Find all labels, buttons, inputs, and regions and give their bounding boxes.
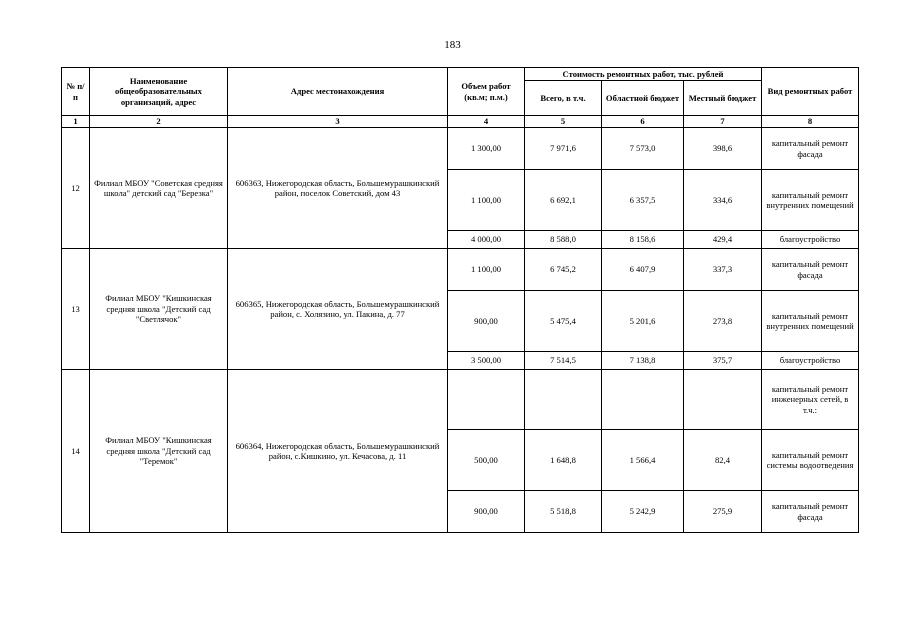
header-regional: Областной бюджет <box>602 81 684 116</box>
cost-total: 1 648,8 <box>525 430 602 491</box>
cost-regional: 8 158,6 <box>602 231 684 249</box>
row-number: 13 <box>62 249 90 370</box>
column-number: 8 <box>762 116 859 128</box>
work-volume: 900,00 <box>448 491 525 533</box>
table-row <box>62 249 859 291</box>
organization-address: 606365, Нижегородская область, Большемурашкинский район, с. Холязино, ул. Пакина, д. 77 <box>228 249 448 370</box>
cost-local <box>684 370 762 430</box>
cost-local: 337,3 <box>684 249 762 291</box>
organization-name: Филиал МБОУ "Кишкинская средняя школа "Детский сад "Теремок" <box>90 370 228 533</box>
organization-name: Филиал МБОУ "Кишкинская средняя школа "Детский сад "Светлячок" <box>90 249 228 370</box>
cost-total: 7 514,5 <box>525 352 602 370</box>
column-number: 1 <box>62 116 90 128</box>
work-type: капитальный ремонт инженерных сетей, в т.ч.: <box>762 370 859 430</box>
cost-local: 429,4 <box>684 231 762 249</box>
organization-name: Филиал МБОУ "Советская средняя школа" детский сад "Березка" <box>90 128 228 249</box>
column-number: 7 <box>684 116 762 128</box>
work-type: благоустройство <box>762 231 859 249</box>
work-volume <box>448 370 525 430</box>
cost-local: 334,6 <box>684 170 762 231</box>
cost-regional: 1 566,4 <box>602 430 684 491</box>
cost-total: 6 745,2 <box>525 249 602 291</box>
header-name: Наименование общеобразовательных организаций, адрес <box>90 68 228 116</box>
header-num: № п/п <box>62 68 90 116</box>
column-number: 4 <box>448 116 525 128</box>
organization-address: 606363, Нижегородская область, Большемурашкинский район, поселок Советский, дом 43 <box>228 128 448 249</box>
cost-regional: 5 201,6 <box>602 291 684 352</box>
header-work-type: Вид ремонтных работ <box>762 68 859 116</box>
cost-regional: 7 138,8 <box>602 352 684 370</box>
work-type: капитальный ремонт фасада <box>762 128 859 170</box>
header-volume: Объем работ (кв.м; п.м.) <box>448 68 525 116</box>
column-number: 2 <box>90 116 228 128</box>
organization-address: 606364, Нижегородская область, Большемурашкинский район, с.Кишкино, ул. Кечасова, д. 11 <box>228 370 448 533</box>
cost-total <box>525 370 602 430</box>
work-volume: 4 000,00 <box>448 231 525 249</box>
cost-local: 273,8 <box>684 291 762 352</box>
table-row <box>62 370 859 430</box>
table-row <box>62 128 859 170</box>
cost-total: 8 588,0 <box>525 231 602 249</box>
cost-regional <box>602 370 684 430</box>
cost-total: 5 518,8 <box>525 491 602 533</box>
work-volume: 1 100,00 <box>448 249 525 291</box>
cost-local: 275,9 <box>684 491 762 533</box>
repair-costs-table <box>61 67 859 533</box>
work-type: благоустройство <box>762 352 859 370</box>
cost-regional: 5 242,9 <box>602 491 684 533</box>
work-type: капитальный ремонт фасада <box>762 491 859 533</box>
column-number: 5 <box>525 116 602 128</box>
header-total: Всего, в т.ч. <box>525 81 602 116</box>
work-volume: 1 100,00 <box>448 170 525 231</box>
cost-total: 7 971,6 <box>525 128 602 170</box>
work-volume: 500,00 <box>448 430 525 491</box>
column-number: 3 <box>228 116 448 128</box>
cost-regional: 6 407,9 <box>602 249 684 291</box>
work-volume: 1 300,00 <box>448 128 525 170</box>
cost-local: 398,6 <box>684 128 762 170</box>
work-volume: 900,00 <box>448 291 525 352</box>
work-volume: 3 500,00 <box>448 352 525 370</box>
column-number: 6 <box>602 116 684 128</box>
cost-regional: 7 573,0 <box>602 128 684 170</box>
work-type: капитальный ремонт внутренних помещений <box>762 170 859 231</box>
cost-local: 375,7 <box>684 352 762 370</box>
cost-regional: 6 357,5 <box>602 170 684 231</box>
work-type: капитальный ремонт внутренних помещений <box>762 291 859 352</box>
header-address: Адрес местонахождения <box>228 68 448 116</box>
cost-total: 6 692,1 <box>525 170 602 231</box>
row-number: 14 <box>62 370 90 533</box>
work-type: капитальный ремонт системы водоотведения <box>762 430 859 491</box>
page-number: 183 <box>444 39 461 51</box>
work-type: капитальный ремонт фасада <box>762 249 859 291</box>
header-local: Местный бюджет <box>684 81 762 116</box>
cost-local: 82,4 <box>684 430 762 491</box>
header-cost-group: Стоимость ремонтных работ, тыс. рублей <box>525 68 762 81</box>
row-number: 12 <box>62 128 90 249</box>
cost-total: 5 475,4 <box>525 291 602 352</box>
